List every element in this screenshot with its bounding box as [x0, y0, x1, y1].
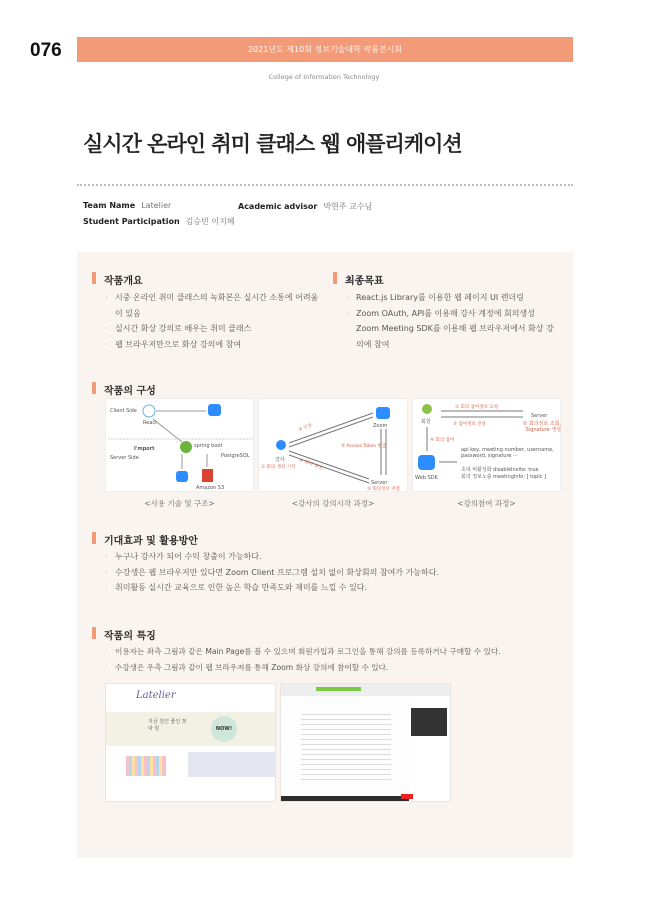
s3-icon	[202, 469, 213, 482]
step-label: ③ 참여정보 전달	[453, 422, 486, 427]
server-side-label: Server Side	[110, 455, 139, 461]
features-list	[105, 644, 570, 675]
step-label: ③ Access Token 발급	[341, 444, 387, 449]
step-label: ② 인증	[297, 423, 314, 433]
client-side-label: Client Side	[110, 408, 137, 414]
step-label: ① 회의 생성 시작	[261, 465, 296, 470]
advisor-value: 박현주 교수님	[323, 202, 373, 211]
advisor	[238, 201, 372, 212]
zoom-icon	[176, 471, 188, 482]
join-flow-diagram	[412, 398, 561, 492]
overview-heading: 작품개요	[92, 272, 143, 287]
step-label: ④ 회의 참여	[430, 438, 455, 443]
spring-icon	[180, 441, 192, 453]
react-label: React	[143, 420, 158, 426]
features-heading: 작품의 특징	[92, 627, 156, 642]
spring-label: spring boot	[194, 443, 223, 449]
zoom-web-screenshot	[280, 683, 451, 802]
banner-text: 지금 원인 좋인 쪼막 힝	[148, 719, 187, 732]
list-item: · React.js Library를 이용한 웹 페이지 UI 렌더링	[346, 290, 561, 306]
effects-list	[105, 549, 565, 596]
diagram-caption: <강의참여 과정>	[457, 499, 516, 508]
react-icon	[143, 405, 155, 417]
team-label: Team Name	[83, 201, 136, 210]
structure-heading: 작품의 구성	[92, 382, 156, 397]
students	[83, 216, 235, 227]
db-label: PostgreSQL	[221, 453, 250, 459]
teacher-icon	[276, 440, 286, 450]
step-label: ② 회의정보 조회, Signature 생성	[522, 421, 561, 433]
page-title: 실시간 온라인 취미 클래스 웹 애플리케이션	[83, 132, 462, 156]
goals-heading: 최종목표	[333, 272, 384, 287]
student-label: 회원	[421, 419, 431, 425]
list-item: · 웹 브라우저만으로 화상 강의에 참여	[105, 337, 320, 353]
zoom-icon	[208, 404, 221, 416]
diagram-caption: <사용 기술 및 구조>	[144, 499, 215, 508]
import-label: I'mport	[134, 446, 155, 452]
list-item: · 수강생은 우측 그림과 같이 웹 브라우저를 통해 Zoom 화상 강의에 참여할 수 있다.	[105, 660, 570, 676]
overview-list	[105, 290, 320, 352]
websdk-label: Web SDK	[415, 475, 438, 481]
goals-list	[346, 290, 561, 352]
student-icon	[422, 404, 432, 414]
list-item: · 실시간 화상 강의로 배우는 취미 클래스	[105, 321, 320, 337]
tech-structure-diagram	[105, 398, 254, 492]
server-label: Server	[531, 413, 548, 419]
college-name: College of Information Technology	[268, 73, 380, 81]
step-label: ⑤ 회의정보 저장	[367, 487, 400, 492]
site-logo: Latelier	[136, 690, 176, 701]
advisor-label: Academic advisor	[238, 202, 318, 211]
list-item: · Zoom OAuth, API를 이용해 강사 계정에 회의생성	[346, 306, 561, 322]
server-label: Server	[371, 480, 388, 486]
main-page-screenshot	[105, 683, 276, 802]
step-label: ① 회의 참여정보 요청	[455, 405, 499, 410]
team-name	[83, 201, 171, 210]
team-value: Latelier	[141, 201, 172, 210]
effects-heading: 기대효과 및 활용방안	[92, 532, 198, 547]
step-label: ④ 회의 생성	[298, 458, 323, 472]
zoom-label: Zoom	[373, 423, 388, 429]
banner-badge: NOW!	[211, 716, 237, 742]
params-text: 초대 비활성화 disableInvite: true	[461, 467, 539, 473]
diagram-caption: <강사의 강의시작 과정>	[291, 499, 375, 508]
list-item: · Zoom Meeting SDK를 이용해 웹 브라우저에서 화상 강의에 참여	[346, 321, 561, 352]
list-item: · 누구나 강사가 되어 수익 창출이 가능하다.	[105, 549, 565, 565]
teacher-label: 강사	[275, 457, 285, 463]
s3-label: Amazon S3	[196, 485, 225, 491]
zoom-icon	[418, 455, 435, 470]
list-item: · 취미활동 실시간 교육으로 인한 높은 학습 만족도와 재미를 느낄 수 있다.	[105, 580, 565, 596]
teacher-flow-diagram	[258, 398, 408, 492]
divider	[77, 184, 573, 186]
page-number: 076	[30, 40, 62, 61]
params-text: api key, meeting number, username, password, signature ···	[461, 447, 554, 459]
list-item: · 수강생은 웹 브라우저만 있다면 Zoom Client 프로그램 설치 없이 화상회의 참여가 가능하다.	[105, 565, 565, 581]
list-item: · 시중 온라인 취미 클래스의 녹화본은 실시간 소통에 어려움이 있음	[105, 290, 320, 321]
list-item: · 이용자는 좌측 그림과 같은 Main Page를 볼 수 있으며 회원가입과 로그인을 통해 강의를 등록하거나 구매할 수 있다.	[105, 644, 570, 660]
students-label: Student Participation	[83, 217, 180, 226]
header-banner: 2021년도 제10회 정보기술대학 작품전시회	[77, 37, 573, 62]
params-text: 회의 정보노출 meetingInfo: [ topic ]	[461, 474, 547, 480]
zoom-icon	[376, 407, 390, 419]
students-value: 김승빈 이지혜	[185, 217, 235, 226]
